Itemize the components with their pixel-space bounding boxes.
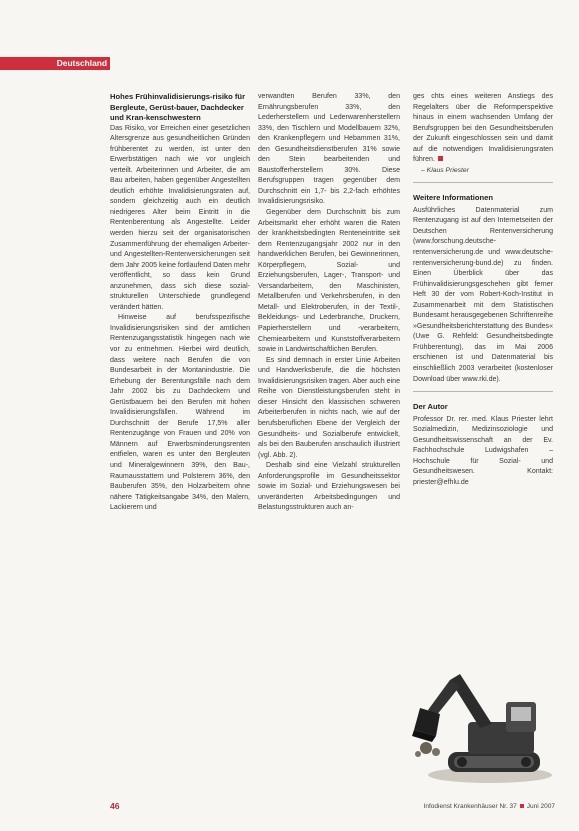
text-column-2 <box>258 92 400 514</box>
info-heading: Weitere Informationen <box>413 193 494 203</box>
about-heading: Der Autor <box>413 402 448 412</box>
author-sign: – Klaus Priester <box>421 166 469 174</box>
section-label: Deutschland <box>56 58 107 68</box>
section-tab <box>0 57 110 70</box>
body-paragraph <box>413 92 553 166</box>
article-title: Hohes Frühinvalidisierungs-risiko für Bergleute, Gerüst-bauer, Dachdecker und Kran-kenschwestern <box>110 92 246 122</box>
author-sign-name: Klaus Priester <box>426 166 469 174</box>
divider <box>413 182 553 183</box>
body-paragraph: Gegenüber dem Durchschnitt bis zum Arbeitsmarkt eher erhöht waren die Raten der krankheitsbedingten Renteneintritte seit dem Rentenzugangsjahr 2002 nur in den handwerklichen Berufen, bei Gewinnerinnen, Körperpflegern, Sozial- und Erziehungsberufen, Lager-, Transport- und Versandarbeitern, den Maschinisten, Metallberufen und Verkehrsberufen, in den Metall- und Elektroberufen, in der Textil-, Bekleidungs- und Lederbranche, Druckern, Papierherstellern und -verarbeitern, Chemiearbeitern und Kunststoffverarbeitern sowie in Landwirtschaftlichen Berufen. <box>258 209 400 354</box>
body-paragraph: Hinweise auf berufsspezifische Invalidisierungsrisiken sind der amtlichen Rentenzugangsstatistik hingegen nach wie vor zu entnehmen. Hierbei wird deutlich, dass weitere nach Berufen die von Bundesarbeit in der Montanindustrie. Die Erhebung der Berentungsfälle nach dem Jahr 2002 bis zu Dachdeckern und Gerüstbauern bei den Berufen mit hohen Invalidisierungsfällen. Während im Durchschnitt der Berufe 17,5% aller Rentenzugänge von Frauen und 20% von Männern auf Erwerbsminderungsrenten entfielen, waren es unter den Bergleuten und Mineralgewinnern 39%, den Bau-, Raumausstattern und Polsterern 36%, den Bauberufen 35%, den Holzarbeitern ohne nähere Tätigkeitsangabe 34%, den Malern, Lackierern und <box>110 314 250 512</box>
issue-date: Juni 2007 <box>526 803 555 810</box>
excavator-illustration <box>410 640 560 790</box>
text-column-3 <box>413 92 553 488</box>
red-square-icon <box>438 156 443 161</box>
body-paragraph-text: ges chts eines weiteren Anstiegs des Regelalters über die Reformperspektive hinaus in einem wachsenden Umfang der Berufsgruppen bei den Gesundheitsberufen der Zukunft eingeschlossen sein und damit auf die notwendigen Invalidisierungsraten führen. <box>413 93 553 164</box>
journal-name: Infodienst Krankenhäuser Nr. 37 <box>423 803 517 810</box>
about-text: Professor Dr. rer. med. Klaus Priester lehrt Sozialmedizin, Medizinsoziologie und Gesundheitswissenschaft an der Ev. Fachhochschule Ludwigshafen – Hochschule für Sozial- und Gesundheitswesen. Kontakt: priester@efhlu.de <box>413 415 553 486</box>
footer-journal <box>375 803 555 810</box>
body-paragraph: verwandten Berufen 33%, den Ernährungsberufen 33%, den Lederherstellern und Lederwarenherstellern 33%, den Tischlern und Modellbauern 32%, den Krankenpflegern und Hebammen 31%, den Gesundheitsdienstberufen 31% sowie den Stein bearbeitenden und Baustofferherstellern 30%. Diese Berufsgruppen tragen gegenüber dem Durchschnitt ein 1,7- bis 2,2-fach erhöhtes Invalidisierungsrisiko. <box>258 93 400 206</box>
red-square-icon <box>520 804 524 808</box>
body-paragraph: Es sind demnach in erster Linie Arbeiten und Handwerksberufe, die die höchsten Invalidisierungsrisiken tragen. Aber auch eine Reihe von Dienstleistungsberufen steht in dieser Hinsicht den klassischen schweren Arbeiterberufen in nichts nach, wie auf der berufsberuflichen Ebene der Vergleich der Gesundheits- und Sozialberufe entwickelt, als bei den Bauberufen anschaulich illustriert (vgl. Abb. 2). <box>258 356 400 459</box>
divider <box>413 391 553 392</box>
page-number: 46 <box>110 801 120 811</box>
body-paragraph: Deshalb sind eine Vielzahl strukturellen Anforderungsprofile im Gesundheitssektor sowie im Sozial- und Erziehungswesen bei unveränderten Arbeitsbedingungen und Belastungsstrukturen auch an- <box>258 462 400 512</box>
body-paragraph: Das Risiko, vor Erreichen einer gesetzlichen Altersgrenze aus gesundheitlichen Gründen frühberentet zu werden, ist unter den Erwerbstätigen nach wie vor ungleich verteilt. Arbeiterinnen und Arbeiter, die am Bau arbeiten, haben gegenüber Angestellten deutlich erhöhte Invalidisierungsraten auf, sondern gleichzeitig auch ein deutlich niedrigeres Alter beim Eintritt in die Rentenberentung als Angestellte. Leider werden hierzu seit der organisatorischen Zusammenführung der ehemaligen Arbeiter- und Angestellten-Rentenversicherungen seit dem Jahr 2005 keine fortlaufend Daten mehr veröffentlicht, so dass kein Grund anzunehmen, dass sich diese sozial-strukturellen Unterschiede grundlegend verändert hätten. <box>110 124 250 311</box>
text-column-1 <box>110 92 250 514</box>
info-text: Ausführliches Datenmaterial zum Rentenzugang ist auf den Internetseiten der Deutschen Rentenversicherung (www.forschung.deutsche-rentenversicherung.de und www.deutsche-rentenversicherung-bund.de) zu finden. Einen Überblick über das Frühinvalidisierungsgeschehen gibt ferner Heft 30 der vom Robert-Koch-Institut in Zusammenarbeit mit dem Statistischen Bundesamt herausgegebenen Schriftenreihe »Gesundheitsberichterstattung des Bundes« (Uwe G. Rehfeld: Gesundheitsbedingte Frühberentung), das im Mai 2006 erschienen ist und Datenmaterial bis einschließlich 2003 verarbeitet (kostenloser Download über www.rki.de). <box>413 206 553 383</box>
